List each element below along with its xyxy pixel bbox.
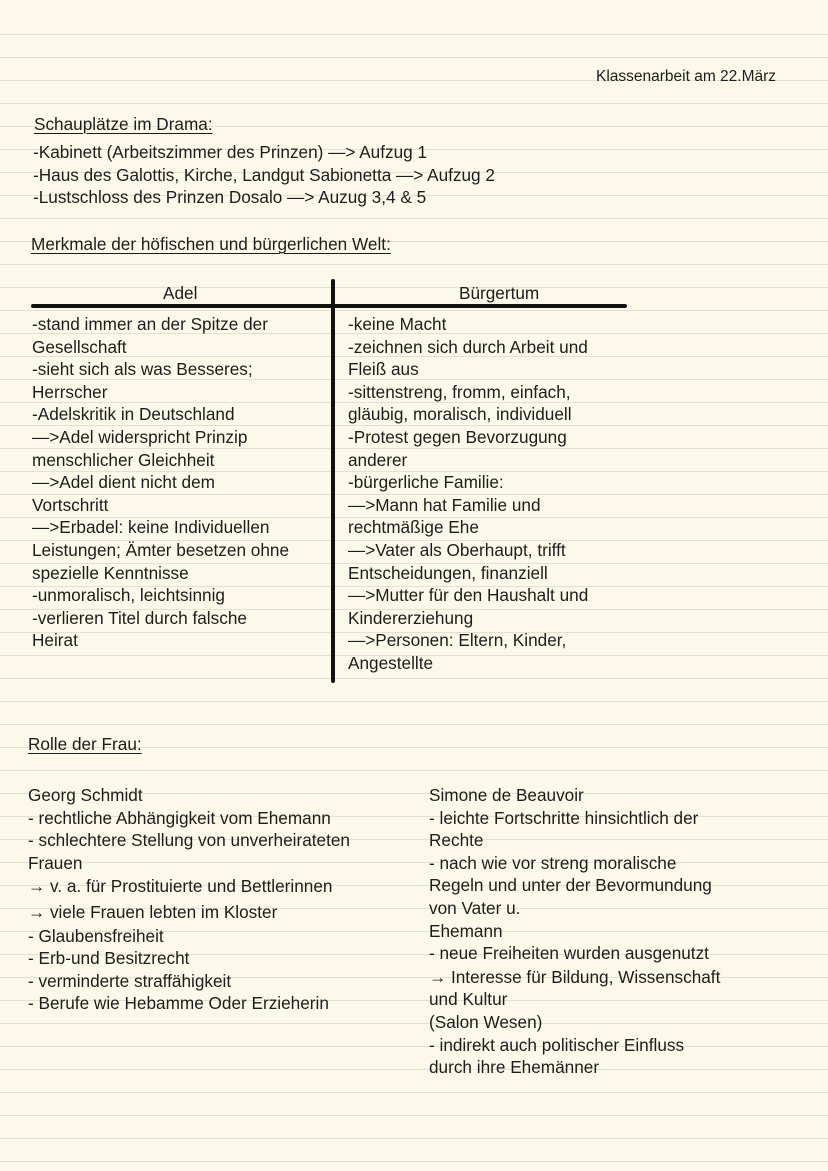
adel-line: Heirat xyxy=(32,630,78,651)
beauvoir-line: Simone de Beauvoir xyxy=(429,785,584,805)
adel-line: spezielle Kenntnisse xyxy=(32,562,189,583)
date-header: Klassenarbeit am 22.März xyxy=(596,68,777,85)
adel-line: -sieht sich als was Besseres; xyxy=(32,359,253,380)
schmidt-line: - Berufe wie Hebamme Oder Erzieherin xyxy=(28,993,329,1014)
buergertum-line: Angestellte xyxy=(348,652,434,673)
rolle-heading: Rolle der Frau: xyxy=(28,734,142,754)
buergertum-line: —>Personen: Eltern, Kinder, xyxy=(348,630,567,651)
list-item: -Kabinett (Arbeitszimmer des Prinzen) —> Aufzug 1 xyxy=(33,142,428,162)
buergertum-line: -sittenstreng, fromm, einfach, xyxy=(348,381,571,402)
schmidt-line: Georg Schmidt xyxy=(28,785,143,805)
adel-line: —>Adel widerspricht Prinzip xyxy=(32,426,248,447)
buergertum-line: rechtmäßige Ehe xyxy=(348,517,479,538)
adel-line: -unmoralisch, leichtsinnig xyxy=(32,585,225,606)
buergertum-line: Fleiß aus xyxy=(348,359,419,380)
table-vertical-rule xyxy=(331,279,335,683)
beauvoir-line: - neue Freiheiten wurden ausgenutzt xyxy=(429,943,709,964)
adel-line: -Adelskritik in Deutschland xyxy=(32,404,235,425)
adel-line: -stand immer an der Spitze der xyxy=(32,314,268,334)
adel-line: —>Erbadel: keine Individuellen xyxy=(32,517,270,538)
schmidt-column xyxy=(28,784,350,1015)
schmidt-line: - Glaubensfreiheit xyxy=(28,925,164,946)
adel-line: -verlieren Titel durch falsche xyxy=(32,607,247,628)
beauvoir-column xyxy=(429,784,720,1079)
beauvoir-line: (Salon Wesen) xyxy=(429,1011,543,1032)
adel-line: Gesellschaft xyxy=(32,336,127,357)
beauvoir-line: - leichte Fortschritte hinsichtlich der xyxy=(429,807,699,828)
beauvoir-line: - indirekt auch politischer Einfluss xyxy=(429,1034,685,1055)
schauplaetze-heading: Schauplätze im Drama: xyxy=(34,114,213,134)
beauvoir-line: Rechte xyxy=(429,830,484,851)
adel-column xyxy=(32,313,289,652)
buergertum-line: -Protest gegen Bevorzugung xyxy=(348,426,567,447)
buergertum-line: -bürgerliche Familie: xyxy=(348,472,504,493)
table-horizontal-rule xyxy=(31,304,627,308)
buergertum-line: -keine Macht xyxy=(348,314,447,334)
adel-line: menschlicher Gleichheit xyxy=(32,449,215,470)
buergertum-line: anderer xyxy=(348,449,408,470)
beauvoir-line: und Kultur xyxy=(429,989,508,1010)
adel-line: Leistungen; Ämter besetzen ohne xyxy=(32,539,290,560)
schmidt-line: - Erb-und Besitzrecht xyxy=(28,948,190,969)
beauvoir-line: durch ihre Ehemänner xyxy=(429,1057,600,1078)
buergertum-line: —>Vater als Oberhaupt, trifft xyxy=(348,539,566,560)
beauvoir-line: Regeln und unter der Bevormundung xyxy=(429,875,712,896)
buergertum-title: Bürgertum xyxy=(459,283,540,303)
list-item: -Lustschloss des Prinzen Dosalo —> Auzug 3,4 & 5 xyxy=(33,187,427,208)
adel-line: —>Adel dient nicht dem xyxy=(32,472,215,493)
schmidt-line: → viele Frauen lebten im Kloster xyxy=(28,901,278,922)
adel-line: Herrscher xyxy=(32,381,108,402)
adel-line: Vortschritt xyxy=(32,494,109,515)
adel-title: Adel xyxy=(163,283,198,303)
buergertum-line: —>Mann hat Familie und xyxy=(348,494,541,515)
buergertum-column xyxy=(348,313,588,675)
beauvoir-line: Ehemann xyxy=(429,920,503,941)
schauplaetze-list xyxy=(33,141,495,209)
buergertum-line: —>Mutter für den Haushalt und xyxy=(348,585,589,606)
buergertum-line: -zeichnen sich durch Arbeit und xyxy=(348,336,588,357)
schmidt-line: → v. a. für Prostituierte und Bettlerinnen xyxy=(28,876,333,897)
list-item: -Haus des Galottis, Kirche, Landgut Sabionetta —> Aufzug 2 xyxy=(33,164,495,185)
merkmale-heading: Merkmale der höfischen und bürgerlichen Welt: xyxy=(31,234,391,254)
beauvoir-line: → Interesse für Bildung, Wissenschaft xyxy=(429,966,721,987)
buergertum-line: gläubig, moralisch, individuell xyxy=(348,404,572,425)
beauvoir-line: - nach wie vor streng moralische xyxy=(429,852,677,873)
buergertum-line: Kindererziehung xyxy=(348,607,474,628)
schmidt-line: - rechtliche Abhängigkeit vom Ehemann xyxy=(28,807,331,828)
schmidt-line: - schlechtere Stellung von unverheirateten xyxy=(28,830,350,851)
buergertum-line: Entscheidungen, finanziell xyxy=(348,562,548,583)
schmidt-line: Frauen xyxy=(28,852,83,873)
schmidt-line: - verminderte straffähigkeit xyxy=(28,970,232,991)
beauvoir-line: von Vater u. xyxy=(429,897,521,918)
